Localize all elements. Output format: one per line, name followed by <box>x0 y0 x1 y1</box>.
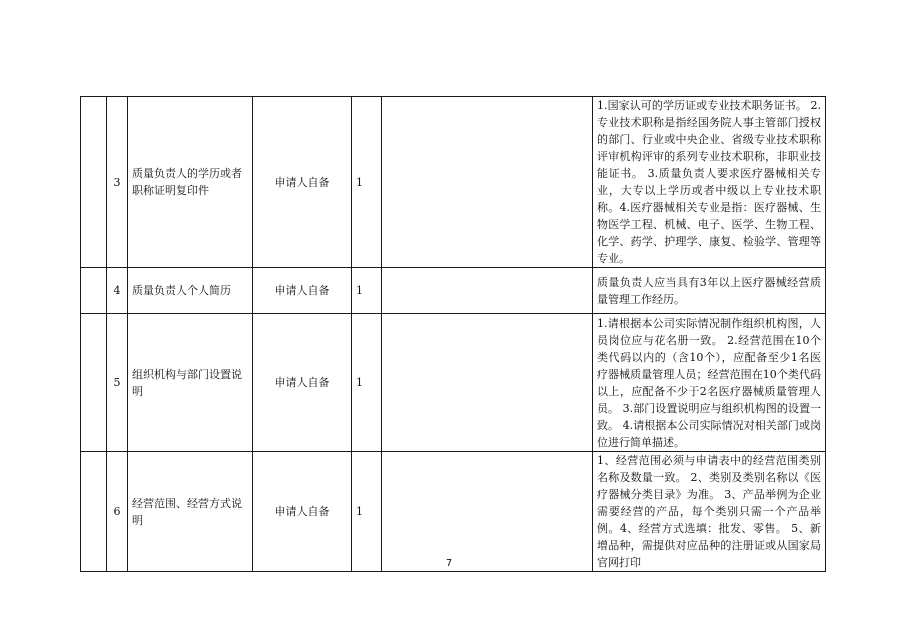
blank-cell <box>81 97 107 268</box>
table-row <box>81 452 826 572</box>
requirement-notes <box>593 268 826 314</box>
remark-cell <box>382 452 593 572</box>
copies-count: 1 <box>352 314 382 452</box>
material-source: 申请人自备 <box>253 97 352 268</box>
row-number: 6 <box>107 452 128 572</box>
material-name: 质量负责人个人简历 <box>128 268 253 314</box>
table-row <box>81 314 826 452</box>
material-name: 质量负责人的学历或者职称证明复印件 <box>128 97 253 268</box>
row-number: 4 <box>107 268 128 314</box>
remark-cell <box>382 97 593 268</box>
material-name: 组织机构与部门设置说明 <box>128 314 253 452</box>
remark-cell <box>382 314 593 452</box>
material-source: 申请人自备 <box>253 268 352 314</box>
material-name: 经营范围、经营方式说明 <box>128 452 253 572</box>
copies-count: 1 <box>352 268 382 314</box>
material-source: 申请人自备 <box>253 314 352 452</box>
requirement-notes <box>593 314 826 452</box>
table-row <box>81 97 826 268</box>
notes-text: 1、经营范围必须与申请表中的经营范围类别名称及数量一致。 2、类别及类别名称以《医疗器械分类目录》为准。 3、产品举例为企业需要经营的产品，每个类别只需一个产品举例。4、经营方式选填：批发、零售。 5、新增品种，需提供对应品种的注册证或从国家局官网打印 <box>597 454 821 569</box>
row-number: 5 <box>107 314 128 452</box>
requirement-notes <box>593 97 826 268</box>
table-row <box>81 268 826 314</box>
copies-count: 1 <box>352 97 382 268</box>
blank-cell <box>81 268 107 314</box>
notes-text: 1.请根据本公司实际情况制作组织机构图，人员岗位应与花名册一致。 2.经营范围在10个类代码以内的（含10个），应配备至少1名医疗器械质量管理人员；经营范围在10个类代码以上，应配备不少于2名医疗器械质量管理人员。 3.部门设置说明应与组织机构图的设置一致。 4.请根据本公司实际情况对相关部门或岗位进行简单描述。 <box>597 316 821 449</box>
remark-cell <box>382 268 593 314</box>
page-number: 7 <box>445 558 453 569</box>
material-source: 申请人自备 <box>253 452 352 572</box>
notes-text: 1.国家认可的学历证或专业技术职务证书。 2.专业技术职称是指经国务院人事主管部门授权的部门、行业或中央企业、省级专业技术职称评审机构评审的系列专业技术职称，非职业技能证书。 3.质量负责人要求医疗器械相关专业，大专以上学历或者中级以上专业技术职称。4.医疗器械相关专业是指：医疗器械、生物医学工程、机械、电子、医学、生物工程、化学、药学、护理学、康复、检验学、管理等专业。 <box>597 99 821 265</box>
blank-cell <box>81 452 107 572</box>
blank-cell <box>81 314 107 452</box>
materials-table <box>80 96 826 572</box>
row-number: 3 <box>107 97 128 268</box>
notes-text: 质量负责人应当具有3年以上医疗器械经营质量管理工作经历。 <box>597 275 821 306</box>
copies-count: 1 <box>352 452 382 572</box>
requirement-notes <box>593 452 826 572</box>
